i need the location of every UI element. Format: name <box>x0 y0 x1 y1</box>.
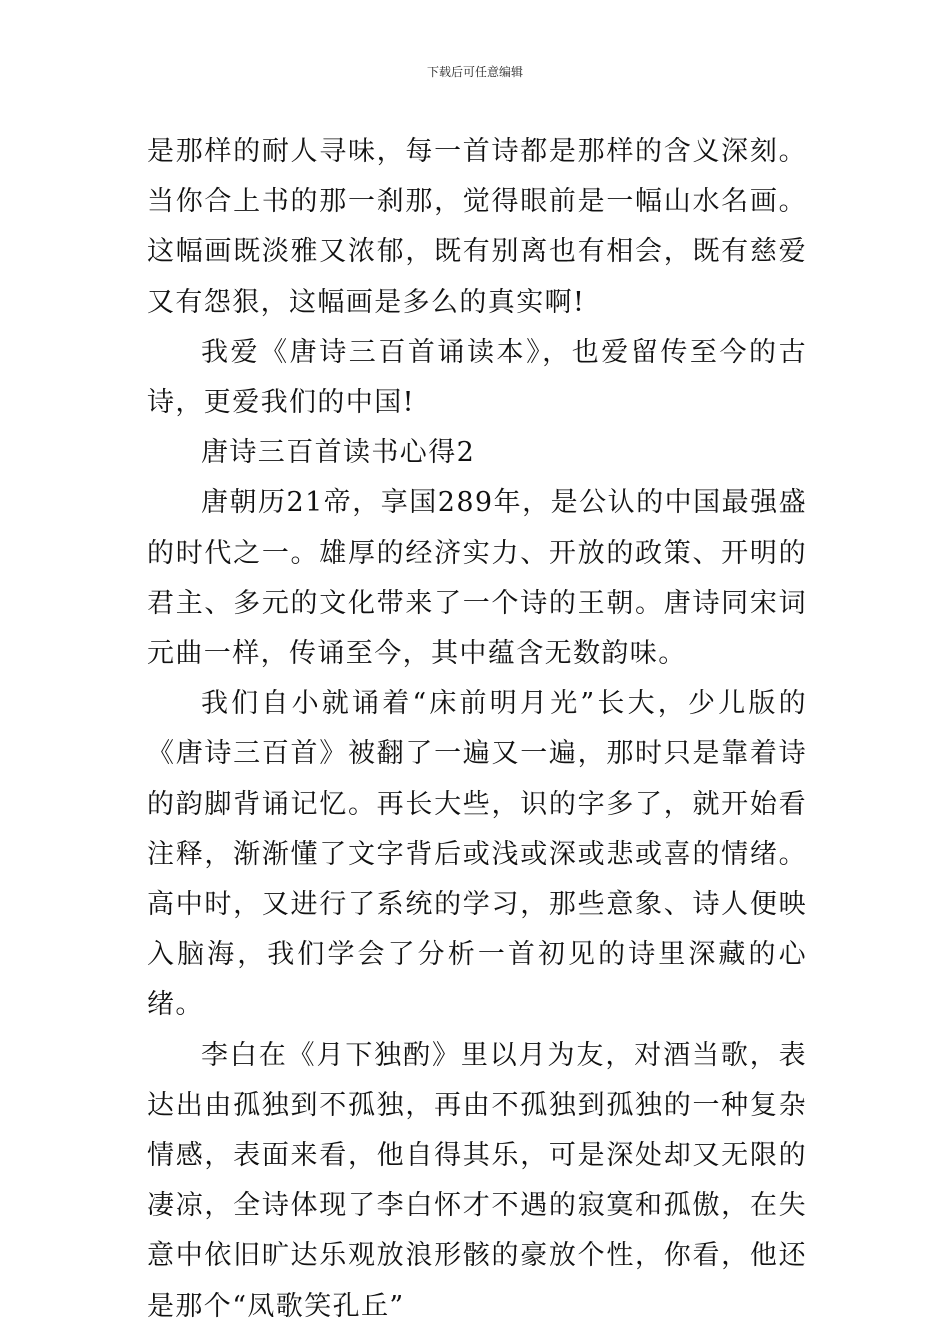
paragraph-continuation: 是那样的耐人寻味，每一首诗都是那样的含义深刻。当你合上书的那一刹那，觉得眼前是一幅山水名画。这幅画既淡雅又浓郁，既有别离也有相会，既有慈爱又有怨狠，这幅画是多么的真实啊! <box>147 136 807 318</box>
paragraph-love-poems: 我爱《唐诗三百首诵读本》，也爱留传至今的古诗，更爱我们的中国! <box>147 336 807 419</box>
section-title: 唐诗三百首读书心得2 <box>201 437 476 469</box>
paragraph-li-bai: 李白在《月下独酌》里以月为友，对酒当歌，表达出由孤独到不孤独，再由不孤独到孤独的一种复杂情感，表面来看，他自得其乐，可是深处却又无限的凄凉，全诗体现了李白怀才不遇的寂寞和孤傲，在失意中依旧旷达乐观放浪形骸的豪放个性，你看，他还是那个“凤歌笑孔丘” <box>147 1039 807 1322</box>
document-body <box>147 127 807 1332</box>
paragraph-childhood-reading: 我们自小就诵着“床前明月光”长大，少儿版的《唐诗三百首》被翻了一遍又一遍，那时只是靠着诗的韵脚背诵记忆。再长大些，识的字多了，就开始看注释，渐渐懂了文字背后或浅或深或悲或喜的情绪。高中时，又进行了系统的学习，那些意象、诗人便映入脑海，我们学会了分析一首初见的诗里深藏的心绪。 <box>147 688 807 1021</box>
page-header: 下载后可任意编辑 <box>426 65 523 79</box>
paragraph-tang-dynasty: 唐朝历21帝，享国289年，是公认的中国最强盛的时代之一。雄厚的经济实力、开放的政策、开明的君主、多元的文化带来了一个诗的王朝。唐诗同宋词元曲一样，传诵至今，其中蕴含无数韵味。 <box>147 487 807 670</box>
